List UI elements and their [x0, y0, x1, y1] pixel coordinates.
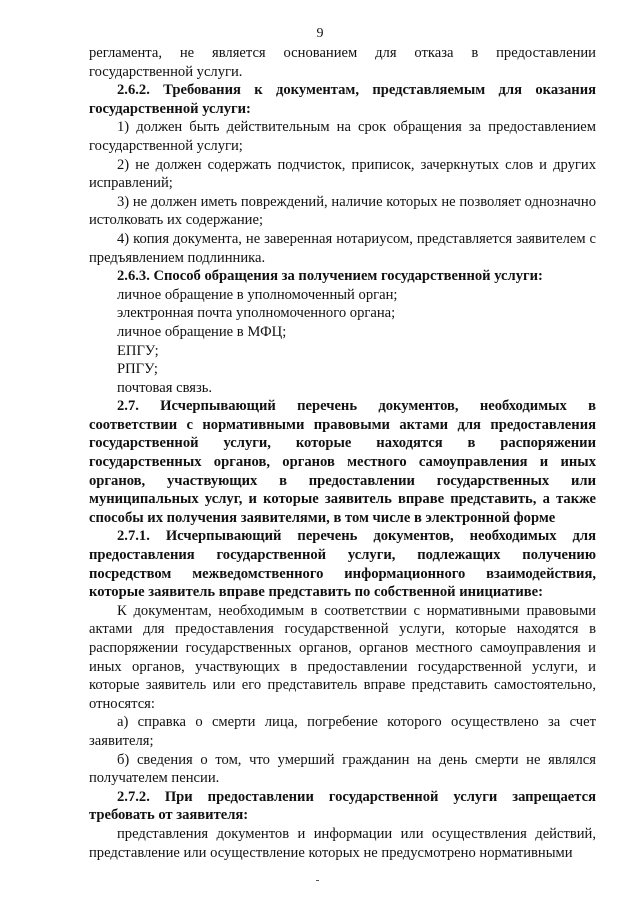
paragraph: 1) должен быть действительным на срок обращения за предоставлением государственной услуги; — [89, 119, 596, 154]
section-heading: 2.7.1. Исчерпывающий перечень документов, необходимых для предоставления государственной услуги, подлежащих получению посредством межведомственного информационного взаимодействия, которые заявитель вправе представить по собственной инициативе: — [89, 528, 596, 601]
document-body — [89, 44, 596, 862]
section-heading: 2.6.2. Требования к документам, представляемым для оказания государственной услуги: — [89, 82, 596, 117]
paragraph: 3) не должен иметь повреждений, наличие которых не позволяет однозначно истолковать их содержание; — [89, 193, 596, 229]
list-item: ЕПГУ; — [117, 342, 159, 359]
paragraph: 4) копия документа, не заверенная нотариусом, представляется заявителем с предъявлением подлинника. — [89, 230, 596, 266]
list-item: личное обращение в уполномоченный орган; — [117, 286, 398, 303]
scan-artifact — [316, 880, 319, 881]
page-number: 9 — [316, 26, 324, 41]
paragraph: представления документов и информации или осуществления действий, представление или осуществление которых не предусмотрено нормативными — [89, 825, 596, 861]
list-item: электронная почта уполномоченного органа; — [117, 305, 396, 322]
section-heading: 2.6.3. Способ обращения за получением государственной услуги: — [117, 268, 543, 285]
list-item: личное обращение в МФЦ; — [117, 323, 287, 340]
paragraph: регламента, не является основанием для отказа в предоставлении государственной услуги. — [89, 45, 596, 80]
paragraph: а) справка о смерти лица, погребение которого осуществлено за счет заявителя; — [89, 714, 596, 749]
paragraph: 2) не должен содержать подчисток, приписок, зачеркнутых слов и других исправлений; — [89, 156, 596, 192]
section-heading: 2.7.2. При предоставлении государственной услуги запрещается требовать от заявителя: — [89, 788, 596, 824]
list-item: почтовая связь. — [117, 379, 213, 396]
section-heading: 2.7. Исчерпывающий перечень документов, необходимых в соответствии с нормативными правовыми актами для предоставления государственной услуги, которые находятся в распоряжении государственных органов, органов местного самоуправления и иных органов, участвующих в предоставлении государственных или муниципальных услуг, и которые заявитель вправе представить, а также способы их получения заявителями, в том числе в электронной форме — [89, 398, 596, 526]
list-item: РПГУ; — [117, 361, 158, 378]
paragraph: б) сведения о том, что умерший гражданин на день смерти не являлся получателем пенсии. — [89, 751, 596, 787]
paragraph: К документам, необходимым в соответствии с нормативными правовыми актами для предоставления государственной услуги, которые находятся в распоряжении государственных органов, органов местного самоуправления и иных органов, участвующих в предоставлении государственной услуги, и которые заявитель или его представитель вправе представить самостоятельно, относятся: — [89, 602, 596, 712]
